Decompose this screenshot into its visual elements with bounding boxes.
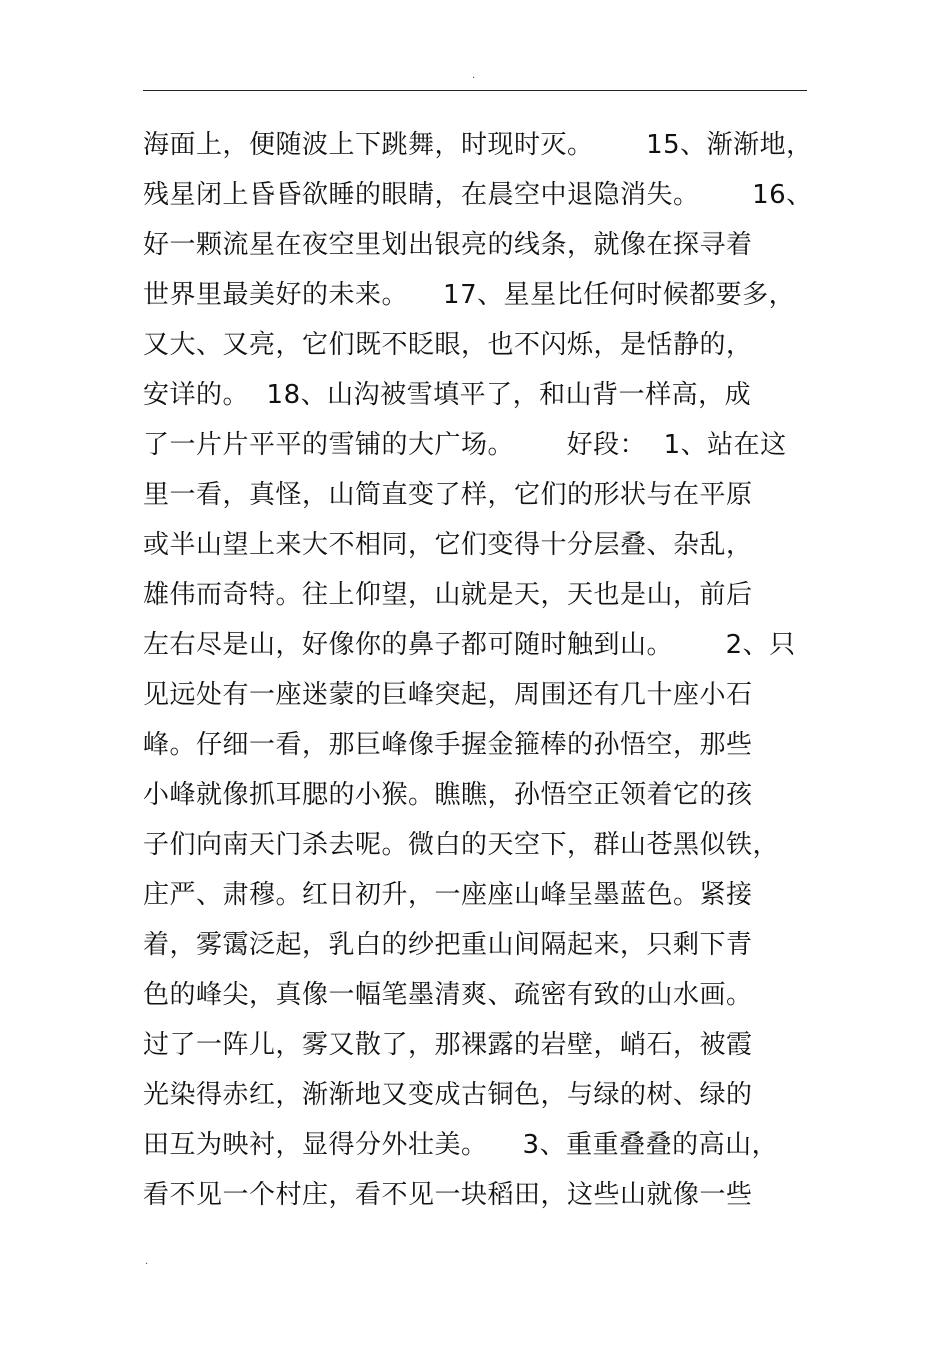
text-line: 或半山望上来大不相同，它们变得十分层叠、杂乱， xyxy=(143,530,753,560)
text-line: 色的峰尖，真像一幅笔墨清爽、疏密有致的山水画。 xyxy=(143,980,753,1010)
text-line: 着，雾霭泛起，乳白的纱把重山间隔起来，只剩下青 xyxy=(143,930,753,960)
text-line: 海面上，便随波上下跳舞，时现时灭。 15、渐渐地， xyxy=(143,130,813,160)
header-mark: . xyxy=(472,70,476,81)
text-line: 光染得赤红，渐渐地又变成古铜色，与绿的树、绿的 xyxy=(143,1080,753,1110)
text-line: 又大、又亮，它们既不眨眼，也不闪烁，是恬静的， xyxy=(143,330,753,360)
text-line: 看不见一个村庄，看不见一块稻田，这些山就像一些 xyxy=(143,1180,753,1210)
text-line: 过了一阵儿，雾又散了，那裸露的岩壁，峭石，被霞 xyxy=(143,1030,753,1060)
text-line: 了一片片平平的雪铺的大广场。 好段： 1、站在这 xyxy=(143,430,787,460)
header-rule xyxy=(143,90,807,91)
text-line: 小峰就像抓耳腮的小猴。瞧瞧，孙悟空正领着它的孩 xyxy=(143,780,753,810)
text-line: 子们向南天门杀去呢。微白的天空下，群山苍黑似铁， xyxy=(143,830,780,860)
text-line: 峰。仔细一看，那巨峰像手握金箍棒的孙悟空，那些 xyxy=(143,730,753,760)
text-line: 田互为映衬，显得分外壮美。 3、重重叠叠的高山， xyxy=(143,1130,779,1160)
text-line: 庄严、肃穆。红日初升，一座座山峰呈墨蓝色。紧接 xyxy=(143,880,753,910)
text-line: 安详的。 18、山沟被雪填平了，和山背一样高，成 xyxy=(143,380,752,410)
text-line: 残星闭上昏昏欲睡的眼睛，在晨空中退隐消失。 16、 xyxy=(143,180,813,210)
document-body xyxy=(143,120,823,1220)
text-line: 世界里最美好的未来。 17、星星比任何时候都要多， xyxy=(143,280,796,310)
text-line: 见远处有一座迷蒙的巨峰突起，周围还有几十座小石 xyxy=(143,680,753,710)
text-line: 里一看，真怪，山简直变了样，它们的形状与在平原 xyxy=(143,480,753,510)
text-line: 好一颗流星在夜空里划出银亮的线条，就像在探寻着 xyxy=(143,230,753,260)
footer-mark: . xyxy=(145,1256,149,1267)
text-line: 左右尽是山，好像你的鼻子都可随时触到山。 2、只 xyxy=(143,630,796,660)
text-line: 雄伟而奇特。往上仰望，山就是天，天也是山，前后 xyxy=(143,580,753,610)
